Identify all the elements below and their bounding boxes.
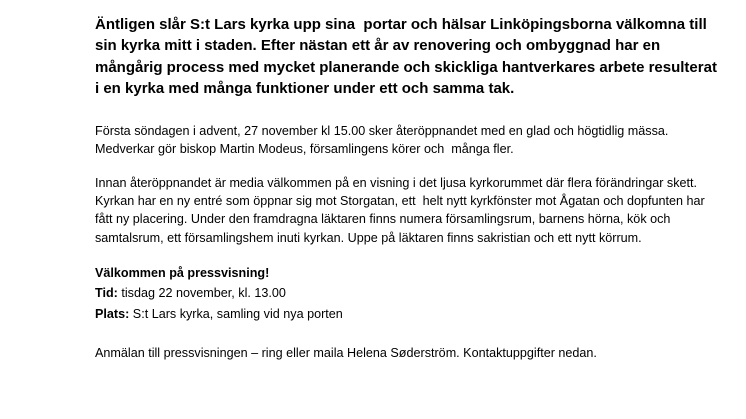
press-place-value: S:t Lars kyrka, samling vid nya porten bbox=[129, 306, 343, 321]
press-viewing-block bbox=[95, 263, 725, 324]
registration-line: Anmälan till pressvisningen – ring eller maila Helena Søderström. Kontaktuppgifter nedan. bbox=[95, 346, 597, 361]
press-place-row bbox=[95, 304, 725, 324]
press-viewing-heading: Välkommen på pressvisning! bbox=[95, 265, 270, 280]
press-time-label: Tid: bbox=[95, 286, 118, 301]
press-place-label: Plats: bbox=[95, 306, 130, 321]
body-paragraph-reopening: Första söndagen i advent, 27 november kl 15.00 sker återöppnandet med en glad och högtidlig mässa. Medverkar gör biskop Martin Modeus, församlingens körer och många fler. bbox=[95, 123, 672, 156]
press-time-row bbox=[95, 283, 725, 303]
press-release-document bbox=[95, 14, 725, 362]
body-paragraph-viewing: Innan återöppnandet är media välkommen på en visning i det ljusa kyrkorummet där flera förändringar skett. Kyrkan har en ny entré som öppnar sig mot Storgatan, ett helt nytt kyrkfönster mot Ågatan och dopfunten har fått ny placering. Under den framdragna läktaren finns numera församlingsrum, barnens hörna, kök och samtalsrum, ett församlingshem inuti kyrkan. Uppe på läktaren finns sakristian och ett nytt körrum. bbox=[95, 176, 709, 245]
lead-paragraph: Äntligen slår S:t Lars kyrka upp sina portar och hälsar Linköpingsborna välkomna till sin kyrka mitt i staden. Efter nästan ett år av renovering och ombyggnad har en mångårig process med mycket planerande och skickliga hantverkares arbete resulterat i en kyrka med många funktioner under ett och samma tak. bbox=[95, 16, 722, 98]
press-time-value: tisdag 22 november, kl. 13.00 bbox=[117, 286, 286, 301]
